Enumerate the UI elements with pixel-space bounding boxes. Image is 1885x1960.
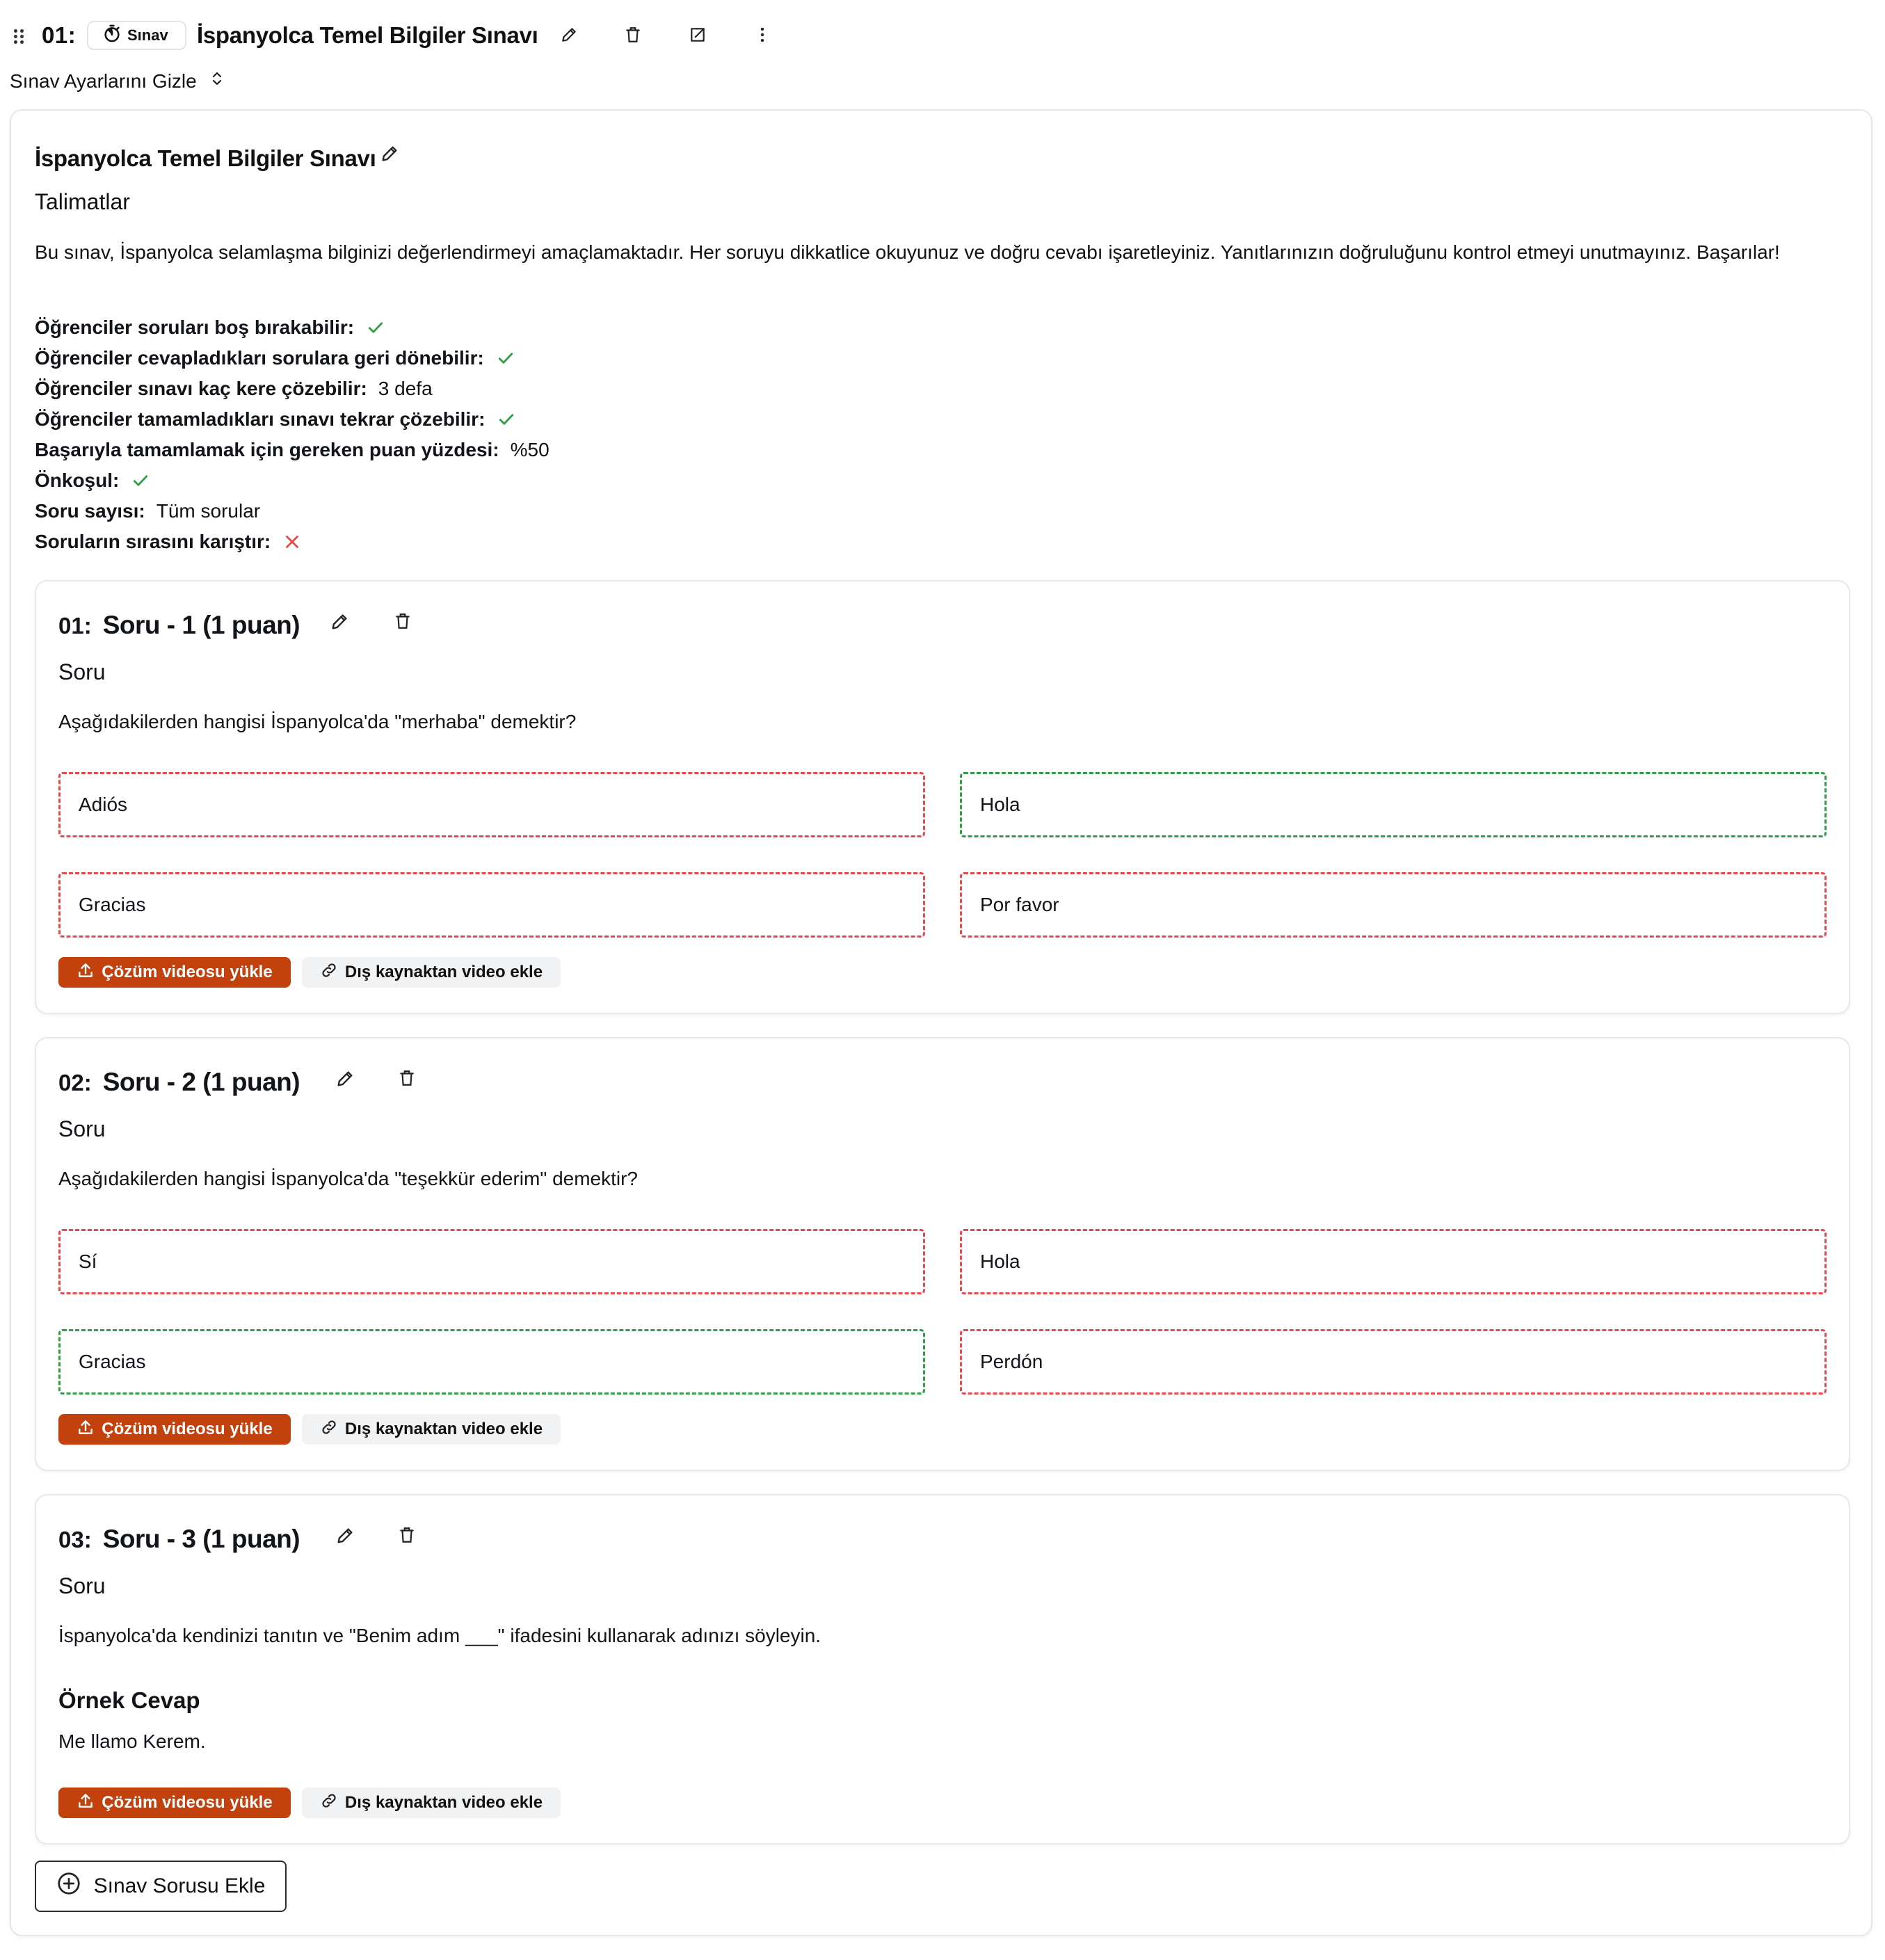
setting-label: Öğrenciler cevapladıkları sorulara geri dönebilir: [35,347,484,369]
question-card [35,1494,1850,1845]
setting-label: Soruların sırasını karıştır: [35,531,271,552]
delete-quiz-button[interactable] [620,24,645,49]
pencil-icon [380,154,399,166]
delete-question-button[interactable] [398,1069,423,1094]
upload-icon [77,1792,95,1815]
question-label: Soru [58,659,106,684]
setting-label: Öğrenciler sınavı kaç kere çözebilir: [35,378,367,399]
setting-label: Öğrenciler tamamladıkları sınavı tekrar çözebilir: [35,408,486,430]
quiz-type-label: Sınav [127,26,168,44]
question-number: 03: [58,1527,92,1552]
setting-row [35,435,550,465]
instructions-text: Bu sınav, İspanyolca selamlaşma bilginizi değerlendirmeyi amaçlamaktadır. Her soruyu dikkatlice okuyunuz ve doğru cevabı işaretleyiniz. Yanıtlarınızın doğruluğunu kontrol etmeyi unutmayınız. Başarılar! [35,241,1780,263]
upload-label: Çözüm videosu yükle [102,963,273,981]
setting-label: Başarıyla tamamlamak için gereken puan yüzdesi: [35,439,499,460]
setting-value: 3 defa [378,378,433,399]
setting-row [35,404,550,435]
quiz-card [10,109,1872,1936]
question-text: Aşağıdakilerden hangisi İspanyolca'da "merhaba" demektir? [58,711,577,732]
sample-answer-heading: Örnek Cevap [58,1687,200,1713]
upload-label: Çözüm videosu yükle [102,1420,273,1438]
setting-label: Soru sayısı: [35,500,145,522]
link-icon [320,961,338,984]
answer-option[interactable]: Perdón [960,1329,1827,1395]
setting-row [35,373,550,404]
settings-toggle-label: Sınav Ayarlarını Gizle [10,70,197,92]
answer-option-correct[interactable]: Hola [960,772,1827,837]
stopwatch-icon [102,24,122,47]
sample-answer-text: Me llamo Kerem. [58,1730,206,1752]
setting-value: Tüm sorular [156,500,261,522]
answer-option[interactable]: Gracias [58,872,925,938]
upload-solution-video-button[interactable] [58,957,291,988]
open-quiz-button[interactable] [685,24,710,49]
plus-circle-icon [56,1871,81,1902]
check-icon [496,409,517,430]
delete-question-button[interactable] [398,1526,423,1551]
answer-option[interactable]: Hola [960,1229,1827,1294]
answer-option-correct[interactable]: Gracias [58,1329,925,1395]
chevron-up-down-icon [209,70,225,93]
question-text: İspanyolca'da kendinizi tanıtın ve "Benim adım ___" ifadesini kullanarak adınızı söyleyin. [58,1625,821,1646]
add-external-video-button[interactable] [302,1414,561,1445]
setting-row [35,496,550,527]
drag-handle-icon[interactable] [13,28,28,46]
setting-value: %50 [510,439,550,460]
question-number: 01: [58,613,92,638]
edit-question-button[interactable] [335,1526,360,1551]
question-header [58,611,300,640]
pencil-icon [560,26,578,47]
pencil-icon [330,622,349,634]
edit-question-button[interactable] [335,1069,360,1094]
upload-icon [77,961,95,984]
question-label: Soru [58,1116,106,1141]
link-icon [320,1792,338,1815]
cross-icon [282,531,303,552]
add-question-label: Sınav Sorusu Ekle [93,1874,266,1897]
question-title: Soru - 2 (1 puan) [102,1068,300,1096]
check-icon [495,348,516,369]
pencil-icon [335,1079,355,1091]
setting-label: Öğrenciler soruları boş bırakabilir: [35,316,355,338]
trash-icon [394,621,412,633]
upload-solution-video-button[interactable] [58,1414,291,1445]
check-icon [130,470,151,491]
pencil-icon [335,1536,355,1548]
check-icon [365,317,386,338]
question-header [58,1525,300,1554]
question-text: Aşağıdakilerden hangisi İspanyolca'da "teşekkür ederim" demektir? [58,1168,638,1189]
question-header [58,1068,300,1097]
edit-title-button[interactable] [380,144,405,169]
question-card [35,580,1850,1014]
add-question-button[interactable] [35,1861,287,1912]
edit-question-button[interactable] [330,612,355,637]
trash-icon [398,1535,416,1547]
answer-option[interactable]: Por favor [960,872,1827,938]
setting-row [35,465,550,496]
edit-quiz-button[interactable] [556,24,581,49]
question-number: 02: [58,1070,92,1095]
question-title: Soru - 1 (1 puan) [102,611,300,639]
question-title: Soru - 3 (1 puan) [102,1525,300,1553]
trash-icon [624,26,642,47]
open-external-icon [689,26,707,47]
setting-row [35,527,550,557]
quiz-title: İspanyolca Temel Bilgiler Sınavı [35,145,376,171]
settings-list [35,312,550,557]
question-label: Soru [58,1573,106,1598]
answer-option[interactable]: Sí [58,1229,925,1294]
external-video-label: Dış kaynaktan video ekle [344,1793,543,1812]
setting-label: Önkoşul: [35,469,120,491]
more-vertical-icon [753,26,771,47]
quiz-header [0,18,835,54]
upload-label: Çözüm videosu yükle [102,1793,273,1812]
upload-icon [77,1418,95,1441]
quiz-number: 01: [42,22,77,48]
upload-solution-video-button[interactable] [58,1788,291,1818]
question-card [35,1037,1850,1471]
answer-option[interactable]: Adiós [58,772,925,837]
delete-question-button[interactable] [394,612,419,637]
setting-row [35,343,550,373]
instructions-heading: Talimatlar [35,189,130,214]
setting-row [35,312,550,343]
quiz-type-badge [87,21,186,50]
link-icon [320,1418,338,1441]
add-external-video-button[interactable] [302,957,561,988]
settings-toggle[interactable] [10,70,225,93]
trash-icon [398,1078,416,1090]
quiz-header-title: İspanyolca Temel Bilgiler Sınavı [197,22,538,48]
external-video-label: Dış kaynaktan video ekle [344,963,543,981]
add-external-video-button[interactable] [302,1788,561,1818]
more-options-button[interactable] [750,24,775,49]
external-video-label: Dış kaynaktan video ekle [344,1420,543,1438]
